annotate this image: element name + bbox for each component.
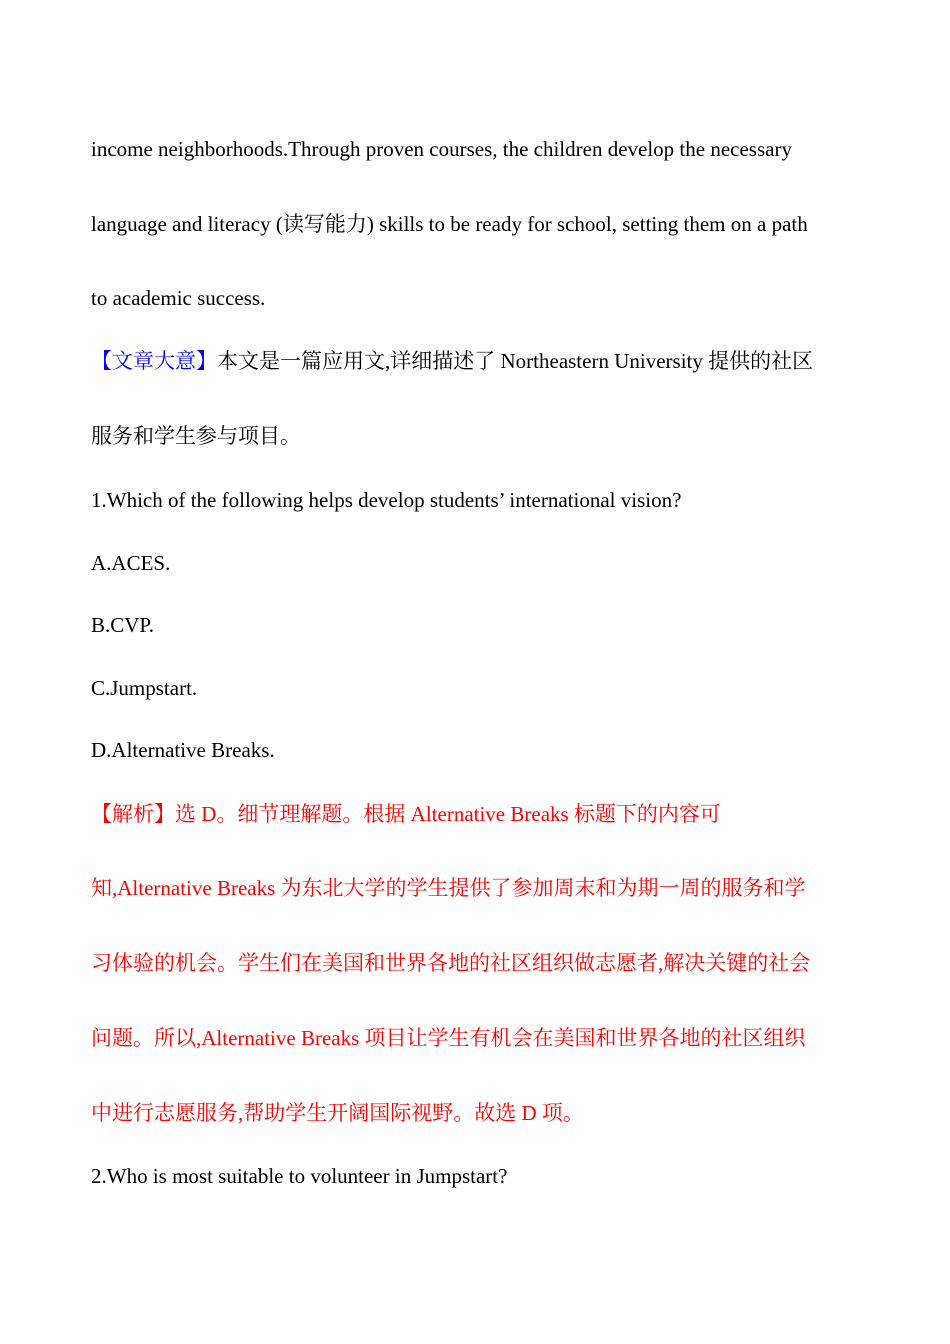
passage-line-3: to academic success. [91,286,266,310]
question-1-option-d: D.Alternative Breaks. [91,738,275,762]
passage-line-2: language and literacy (读写能力) skills to be ready for school, setting them on a path [91,212,808,236]
analysis-1-line-4: 问题。所以,Alternative Breaks 项目让学生有机会在美国和世界各地的社区组织 [91,1026,806,1050]
analysis-1-line-2: 知,Alternative Breaks 为东北大学的学生提供了参加周末和为期一周的服务和学 [91,876,806,900]
question-1-stem: 1.Which of the following helps develop students’ international vision? [91,488,682,512]
question-1-option-a: A.ACES. [91,551,171,575]
question-1-option-c: C.Jumpstart. [91,676,198,700]
question-1-option-b: B.CVP. [91,613,155,637]
analysis-1-line-3: 习体验的机会。学生们在美国和世界各地的社区组织做志愿者,解决关键的社会 [91,951,811,975]
analysis-1-line-1: 【解析】选 D。细节理解题。根据 Alternative Breaks 标题下的内容可 [91,802,721,826]
passage-line-1: income neighborhoods.Through proven courses, the children develop the necessary [91,137,792,161]
summary-tag: 【文章大意】 [91,349,217,373]
analysis-1-line-5: 中进行志愿服务,帮助学生开阔国际视野。故选 D 项。 [91,1101,584,1125]
summary-line-1 [91,347,813,375]
summary-line-2: 服务和学生参与项目。 [91,424,301,448]
question-2-stem: 2.Who is most suitable to volunteer in Jumpstart? [91,1164,508,1188]
summary-text-1: 本文是一篇应用文,详细描述了 Northeastern University 提供的社区 [217,349,814,373]
